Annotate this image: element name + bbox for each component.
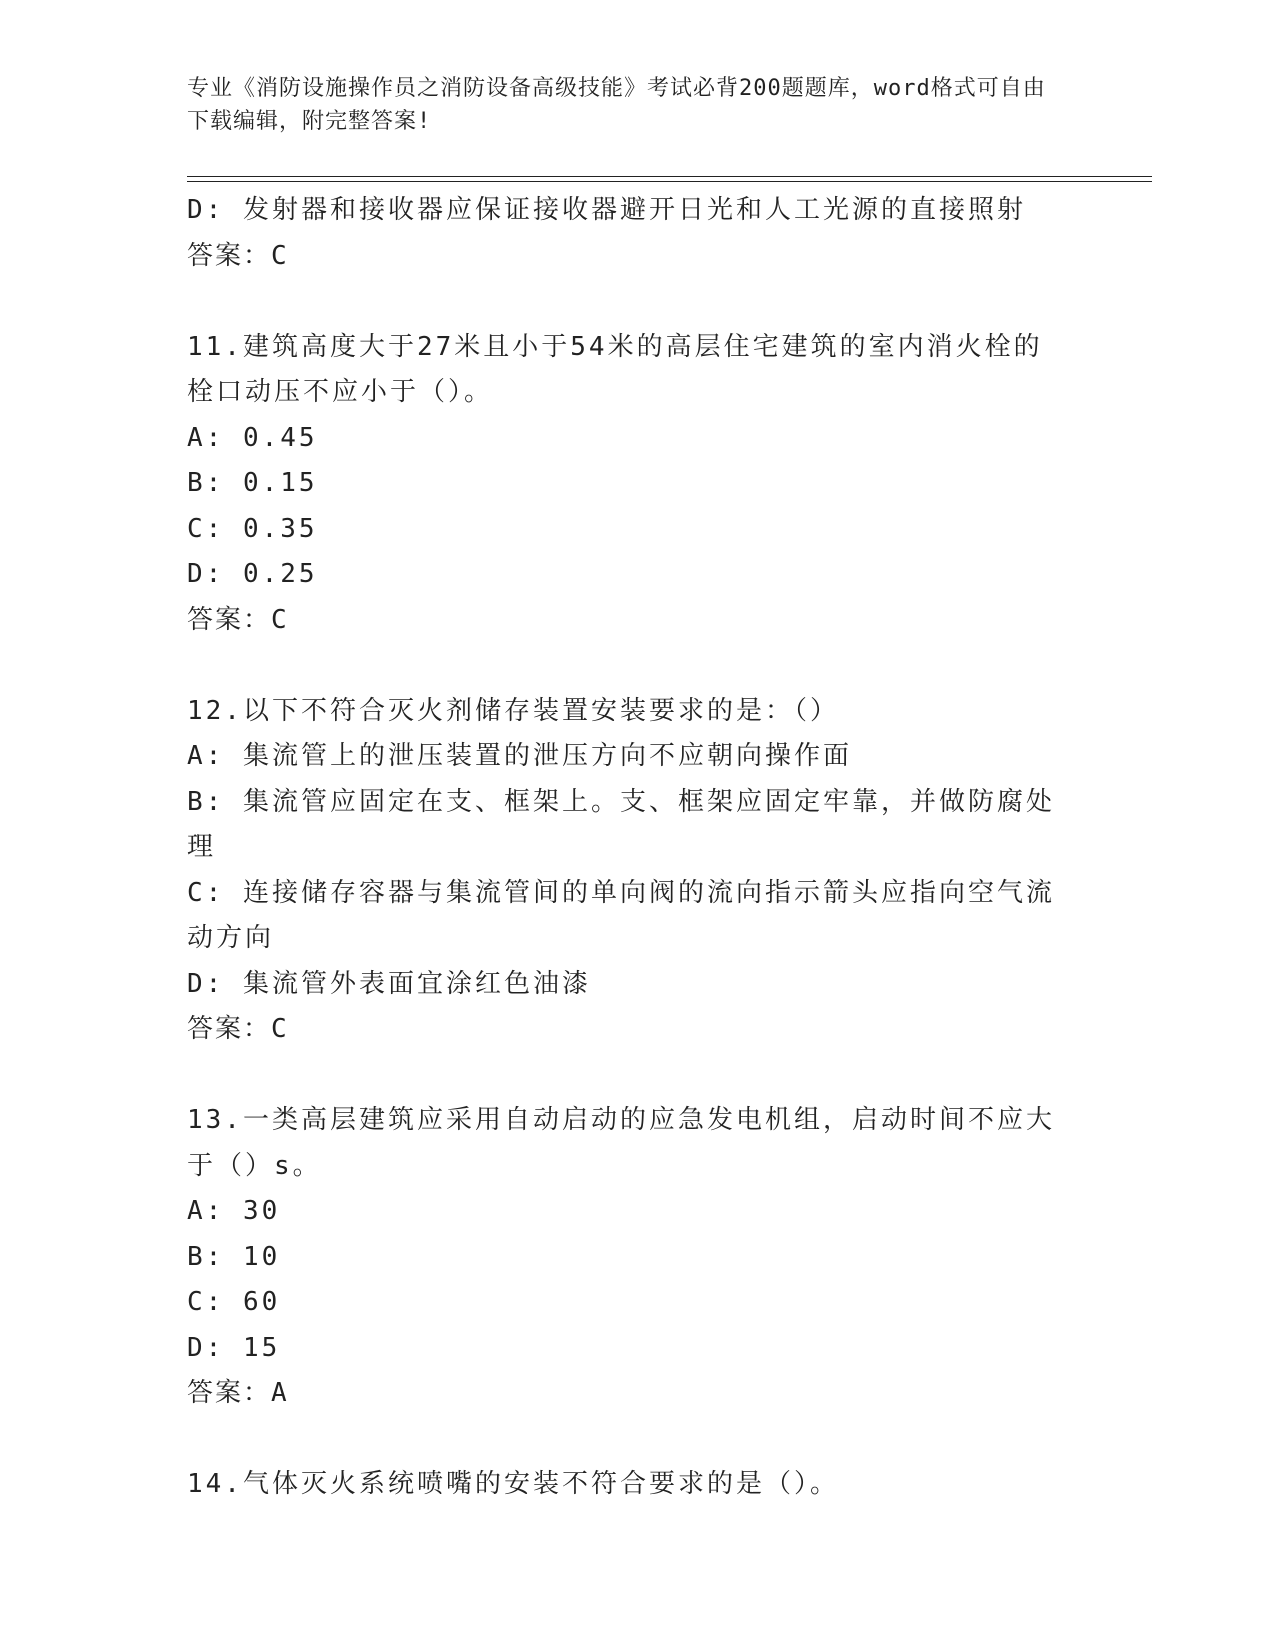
question-stem: 14.气体灭火系统喷嘴的安装不符合要求的是（）。	[187, 1469, 839, 1499]
header-rule-top	[187, 176, 1152, 177]
question-13	[187, 1098, 1067, 1417]
option-c: C: 60	[187, 1287, 281, 1317]
answer: 答案：C	[187, 604, 289, 635]
option-b: B: 集流管应固定在支、框架上。支、框架应固定牢靠，并做防腐处理	[187, 786, 1055, 862]
page-header: 专业《消防设施操作员之消防设备高级技能》考试必背200题题库，word格式可自由下载编辑，附完整答案!	[187, 76, 1046, 134]
header-rule-bottom	[187, 181, 1152, 182]
question-14	[187, 1462, 1067, 1508]
prev-answer: 答案：C	[187, 240, 289, 271]
option-d: D: 集流管外表面宜涂红色油漆	[187, 968, 591, 999]
answer: 答案：C	[187, 1014, 289, 1044]
answer: 答案：A	[187, 1378, 289, 1408]
option-b: B: 0.15	[187, 468, 318, 498]
option-a: A: 集流管上的泄压装置的泄压方向不应朝向操作面	[187, 741, 852, 771]
question-stem: 12.以下不符合灭火剂储存装置安装要求的是：（）	[187, 695, 839, 726]
option-c: C: 0.35	[187, 513, 318, 544]
question-stem: 13.一类高层建筑应采用自动启动的应急发电机组，启动时间不应大于（）s。	[187, 1105, 1055, 1181]
option-a: A: 0.45	[187, 422, 318, 453]
question-list	[187, 188, 1067, 1508]
question-12	[187, 689, 1067, 1053]
prev-option-d: D: 发射器和接收器应保证接收器避开日光和人工光源的直接照射	[187, 195, 1026, 225]
option-d: D: 0.25	[187, 559, 318, 589]
question-stem: 11.建筑高度大于27米且小于54米的高层住宅建筑的室内消火栓的栓口动压不应小于（）。	[187, 331, 1043, 407]
option-c: C: 连接储存容器与集流管间的单向阀的流向指示箭头应指向空气流动方向	[187, 877, 1055, 953]
option-a: A: 30	[187, 1196, 281, 1226]
question-11	[187, 325, 1067, 644]
option-d: D: 15	[187, 1332, 281, 1363]
option-b: B: 10	[187, 1241, 281, 1272]
